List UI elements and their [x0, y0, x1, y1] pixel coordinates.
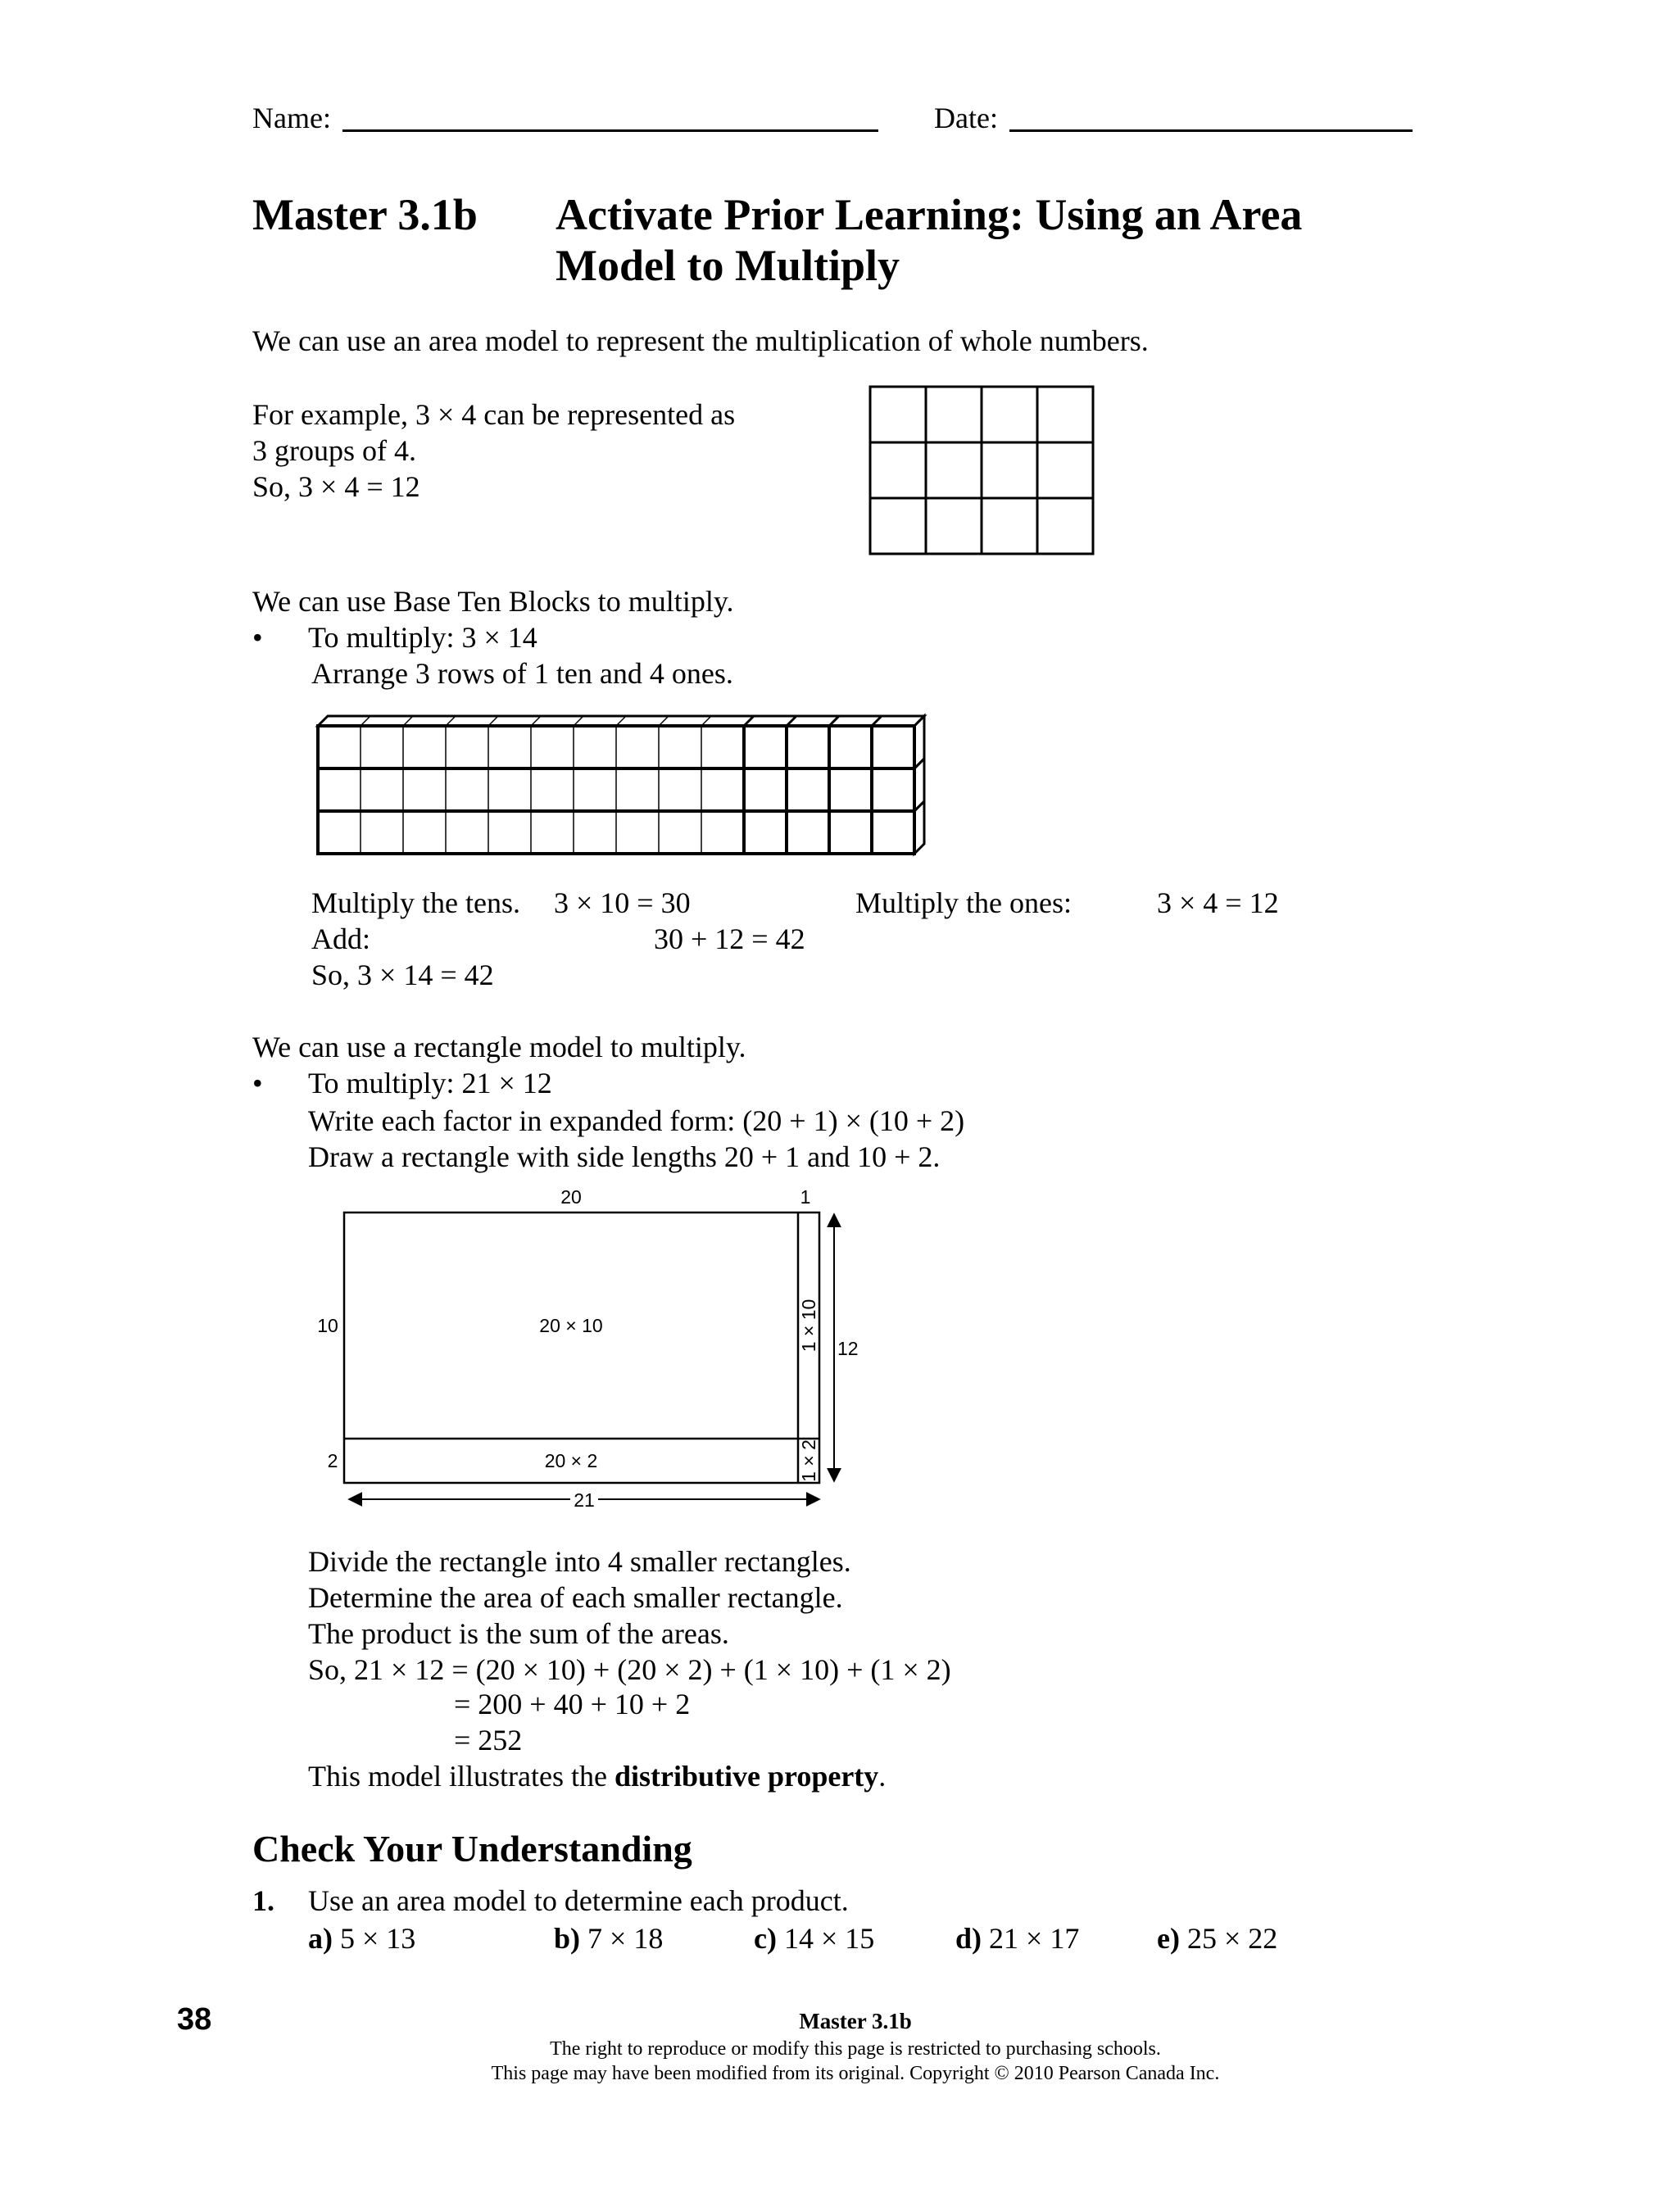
- example-line3: So, 3 × 4 = 12: [252, 470, 420, 503]
- distributive-statement: This model illustrates the distributive property.: [308, 1760, 887, 1793]
- multiply-ones-equation: 3 × 4 = 12: [1157, 886, 1279, 919]
- grid-cell: [870, 442, 926, 498]
- divide-text: Divide the rectangle into 4 smaller rectangles.: [308, 1545, 851, 1578]
- rectangle-diagram: [303, 1180, 877, 1524]
- grid-cell: [1037, 498, 1093, 554]
- ones-cube: [829, 726, 872, 768]
- ones-cube: [744, 768, 787, 811]
- check-heading: Check Your Understanding: [252, 1828, 692, 1870]
- cell-1x10: 1 × 10: [798, 1299, 819, 1353]
- base-ten-task: To multiply: 3 × 14: [308, 621, 537, 654]
- multiply-tens-equation: 3 × 10 = 30: [554, 886, 691, 919]
- cell-20x2: 20 × 2: [544, 1450, 598, 1471]
- item-c: c) 14 × 15: [754, 1922, 875, 1955]
- label-left-10: 10: [317, 1315, 338, 1336]
- item-a: a) 5 × 13: [308, 1922, 416, 1955]
- question-text: Use an area model to determine each product.: [308, 1884, 849, 1917]
- date-field[interactable]: [1009, 129, 1413, 132]
- ones-cube: [787, 811, 829, 854]
- intro-text: We can use an area model to represent the multiplication of whole numbers.: [252, 324, 1149, 357]
- grid-cell: [1037, 387, 1093, 442]
- bullet-1: •: [252, 621, 263, 654]
- date-label: Date:: [934, 102, 998, 134]
- expanded-form: Write each factor in expanded form: (20 + 1) × (10 + 2): [308, 1104, 965, 1137]
- rectangle-model-intro: We can use a rectangle model to multiply.: [252, 1031, 746, 1063]
- ones-cube: [787, 768, 829, 811]
- ones-cube: [872, 726, 914, 768]
- grid-cell: [926, 498, 982, 554]
- grid-cell: [870, 387, 926, 442]
- grid-cell: [870, 498, 926, 554]
- example-line2: 3 groups of 4.: [252, 434, 416, 467]
- name-label: Name:: [252, 102, 331, 134]
- example-line1: For example, 3 × 4 can be represented as: [252, 398, 736, 431]
- ones-cube: [829, 768, 872, 811]
- item-e: e) 25 × 22: [1157, 1922, 1278, 1955]
- footer-master: Master 3.1b: [799, 2009, 912, 2033]
- page-number: 38: [177, 2002, 212, 2037]
- label-bottom-21: 21: [574, 1489, 595, 1511]
- bullet-2: •: [252, 1067, 263, 1099]
- grid-cell: [982, 498, 1037, 554]
- footer-copyright: This page may have been modified from its original. Copyright © 2010 Pearson Canada Inc.: [491, 2063, 1220, 2084]
- equation-line1: So, 21 × 12 = (20 × 10) + (20 × 2) + (1 × 10) + (1 × 2): [308, 1653, 951, 1686]
- add-label: Add:: [311, 922, 370, 955]
- outer-rectangle: [344, 1213, 819, 1483]
- label-right-12: 12: [837, 1338, 859, 1359]
- equation-line3: = 252: [454, 1724, 523, 1756]
- ones-cube: [787, 726, 829, 768]
- draw-instruction: Draw a rectangle with side lengths 20 + 1 and 10 + 2.: [308, 1140, 941, 1173]
- multiply-tens-label: Multiply the tens.: [311, 886, 520, 919]
- determine-text: Determine the area of each smaller rectangle.: [308, 1581, 843, 1614]
- base-ten-arrange: Arrange 3 rows of 1 ten and 4 ones.: [311, 657, 733, 690]
- label-left-2: 2: [327, 1450, 338, 1471]
- ones-cube: [744, 726, 787, 768]
- item-d: d) 21 × 17: [955, 1922, 1080, 1955]
- name-field[interactable]: [342, 129, 878, 132]
- page-title-line2: Model to Multiply: [556, 241, 900, 290]
- grid-cell: [982, 387, 1037, 442]
- base-ten-result: So, 3 × 14 = 42: [311, 959, 494, 991]
- cell-20x10: 20 × 10: [539, 1315, 603, 1336]
- product-text: The product is the sum of the areas.: [308, 1617, 729, 1650]
- add-equation: 30 + 12 = 42: [654, 922, 805, 955]
- multiply-ones-label: Multiply the ones:: [855, 886, 1072, 919]
- footer-rights: The right to reproduce or modify this page is restricted to purchasing schools.: [550, 2038, 1161, 2060]
- rectangle-task: To multiply: 21 × 12: [308, 1067, 552, 1099]
- label-top-20: 20: [560, 1186, 582, 1208]
- question-number: 1.: [252, 1884, 274, 1917]
- distributive-property-term: distributive property: [614, 1760, 879, 1793]
- area-model-3x4-grid: [868, 385, 1098, 557]
- ones-cube: [829, 811, 872, 854]
- base-ten-intro: We can use Base Ten Blocks to multiply.: [252, 585, 734, 618]
- page-title-line1: Activate Prior Learning: Using an Area: [556, 190, 1303, 239]
- grid-cell: [982, 442, 1037, 498]
- ones-cube: [744, 811, 787, 854]
- grid-cell: [926, 387, 982, 442]
- item-b: b) 7 × 18: [554, 1922, 664, 1955]
- equation-line2: = 200 + 40 + 10 + 2: [454, 1688, 691, 1720]
- grid-cell: [1037, 442, 1093, 498]
- base-ten-blocks: [311, 711, 934, 865]
- ones-cube: [872, 768, 914, 811]
- grid-cell: [926, 442, 982, 498]
- master-number: Master 3.1b: [252, 190, 478, 239]
- label-top-1: 1: [800, 1186, 811, 1208]
- ones-cube: [872, 811, 914, 854]
- cell-1x2: 1 × 2: [798, 1439, 819, 1482]
